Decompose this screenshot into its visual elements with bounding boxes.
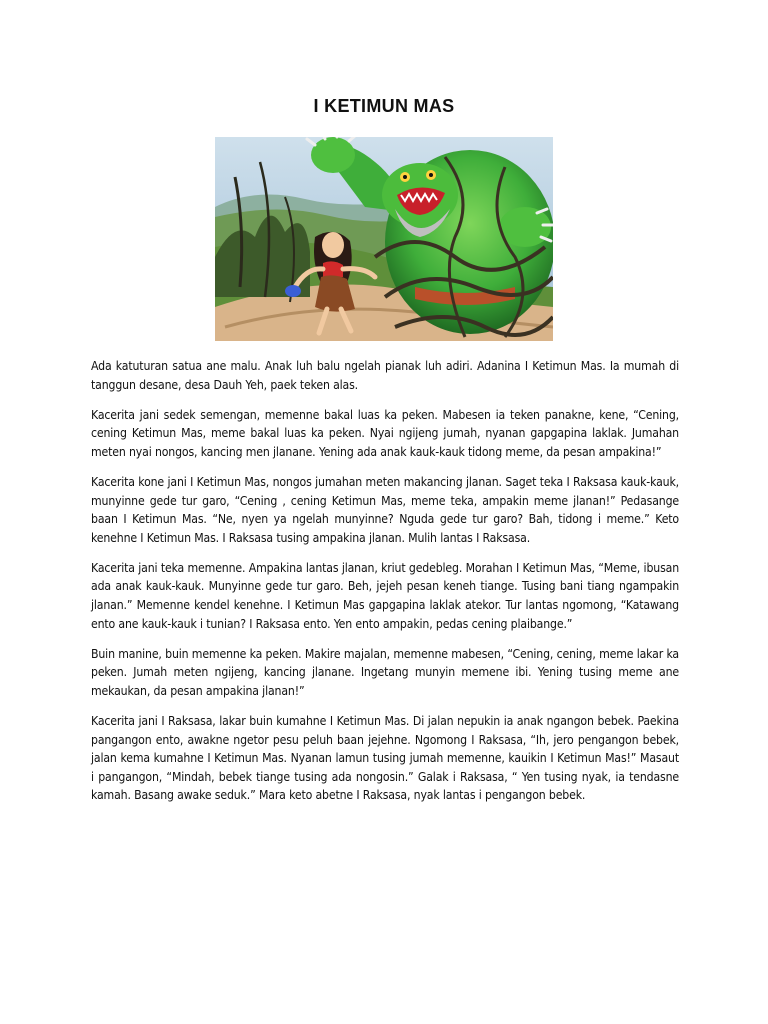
story-text (91, 357, 679, 816)
paragraph-5: Buin manine, buin memenne ka peken. Makire majalan, memenne mabesen, “Cening, cening, meme lakar ka peken. Jumah meten ngijeng, kancing jlanane. Ingetang munyin memene ibi. Yening tusing meme ane mekaukan, da pesan ampakina jlanan!” (91, 646, 679, 698)
paragraph-1: Ada katuturan satua ane malu. Anak luh balu ngelah pianak luh adiri. Adanina I Ketimun Mas. Ia mumah di tanggun desane, desa Dauh Yeh, paek teken alas. (91, 359, 679, 392)
paragraph-3: Kacerita kone jani I Ketimun Mas, nongos jumahan meten makancing jlanan. Saget teka I Raksasa kauk-kauk, munyinne gede tur garo, “Cening , cening Ketimun Mas, meme teka, ampakin meme jlanan!” Pedasange baan I Ketimun Mas. “Ne, nyen ya ngelah munyinne? Nguda gede tur garo? Bah, tidong i meme.” Keto kenehne I Ketimun Mas. I Raksasa tusing ampakina jlanan. Mulih lantas I Raksasa. (91, 474, 679, 545)
paragraph-2: Kacerita jani sedek semengan, memenne bakal luas ka peken. Mabesen ia teken panakne, kene, “Cening, cening Ketimun Mas, meme bakal luas ka peken. Nyai ngijeng jumah, nyanan gapgapina laklak. Jumahan meten nyai nongos, kancing men jlanane. Yening ada anak kauk-kauk tidong meme, da pesan ampakina!” (91, 407, 679, 459)
page-title: I KETIMUN MAS (313, 96, 455, 116)
paragraph-6: Kacerita jani I Raksasa, lakar buin kumahne I Ketimun Mas. Di jalan nepukin ia anak ngangon bebek. Paekina pangangon ento, awakne ngetor pesu peluh baan jejehne. Ngomong I Raksasa, “Ih, jero pengangon bebek, jalan kema kumahne I Ketimun Mas. Nyanan lamun tusing jumah memenne, kauikin I Ketimun Mas!” Masaut i pangangon, “Mindah, bebek tiange tusing ada nongosin.” Galak i Raksasa, “ Yen tusing nyak, ia tendasne kamah. Basang awake seduk.” Mara keto abetne I Raksasa, nyak lantas i pengangon bebek. (91, 714, 679, 803)
story-illustration (215, 137, 553, 341)
paragraph-4: Kacerita jani teka memenne. Ampakina lantas jlanan, kriut gedebleg. Morahan I Ketimun Mas, “Meme, ibusan ada anak kauk-kauk. Munyinne gede tur garo. Beh, jejeh pesan keneh tiange. Tusing bani tiang ngampakin jlanan.” Memenne kendel kenehne. I Ketimun Mas gapgapina laklak atekor. Tur lantas ngomong, “Katawang ento ane kauk-kauk i tunian? I Raksasa ento. Yen ento ampakin, pedas cening plaibange.” (91, 560, 679, 631)
